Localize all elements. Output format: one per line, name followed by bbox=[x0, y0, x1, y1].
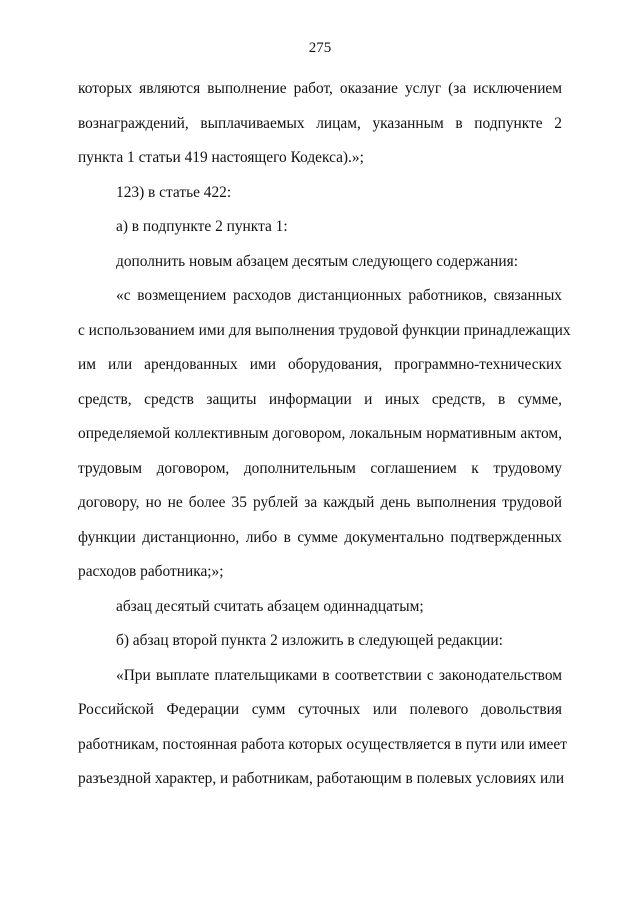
text-line: абзац десятый считать абзацем одиннадцатым; bbox=[116, 597, 424, 615]
text-line: а) в подпункте 2 пункта 1: bbox=[116, 218, 288, 235]
text-line: 123) в статье 422: bbox=[116, 183, 232, 201]
text-line: функции дистанционно, либо в сумме документально подтвержденных bbox=[78, 528, 562, 546]
text-line: средств, средств защиты информации и иных средств, в сумме, bbox=[78, 390, 562, 408]
text-line: Российской Федерации сумм суточных или полевого довольствия bbox=[78, 701, 562, 718]
document-body bbox=[78, 72, 571, 797]
text-line: определяемой коллективным договором, локальным нормативным актом, bbox=[78, 425, 562, 442]
text-line: разъездной характер, и работникам, работающим в полевых условиях или bbox=[78, 770, 565, 787]
text-line: им или арендованных ими оборудования, программно-технических bbox=[78, 356, 562, 373]
text-line: договору, но не более 35 рублей за каждый день выполнения трудовой bbox=[78, 494, 562, 511]
text-line: «При выплате плательщиками в соответствии с законодательством bbox=[116, 666, 562, 684]
text-line: расходов работника;»; bbox=[78, 563, 224, 580]
text-line: дополнить новым абзацем десятым следующего содержания: bbox=[116, 252, 519, 270]
text-line: пункта 1 статьи 419 настоящего Кодекса).»; bbox=[78, 149, 364, 166]
text-line: трудовым договором, дополнительным соглашением к трудовому bbox=[78, 459, 562, 477]
text-line: «с возмещением расходов дистанционных работников, связанных bbox=[116, 287, 562, 304]
page-number: 275 bbox=[308, 40, 332, 56]
text-line: работникам, постоянная работа которых осуществляется в пути или имеет bbox=[78, 735, 567, 753]
text-line: б) абзац второй пункта 2 изложить в следующей редакции: bbox=[116, 632, 503, 649]
text-line: вознаграждений, выплачиваемых лицам, указанным в подпункте 2 bbox=[78, 114, 562, 132]
text-line: с использованием ими для выполнения трудовой функции принадлежащих bbox=[78, 321, 571, 339]
text-line: которых являются выполнение работ, оказание услуг (за исключением bbox=[78, 80, 562, 97]
